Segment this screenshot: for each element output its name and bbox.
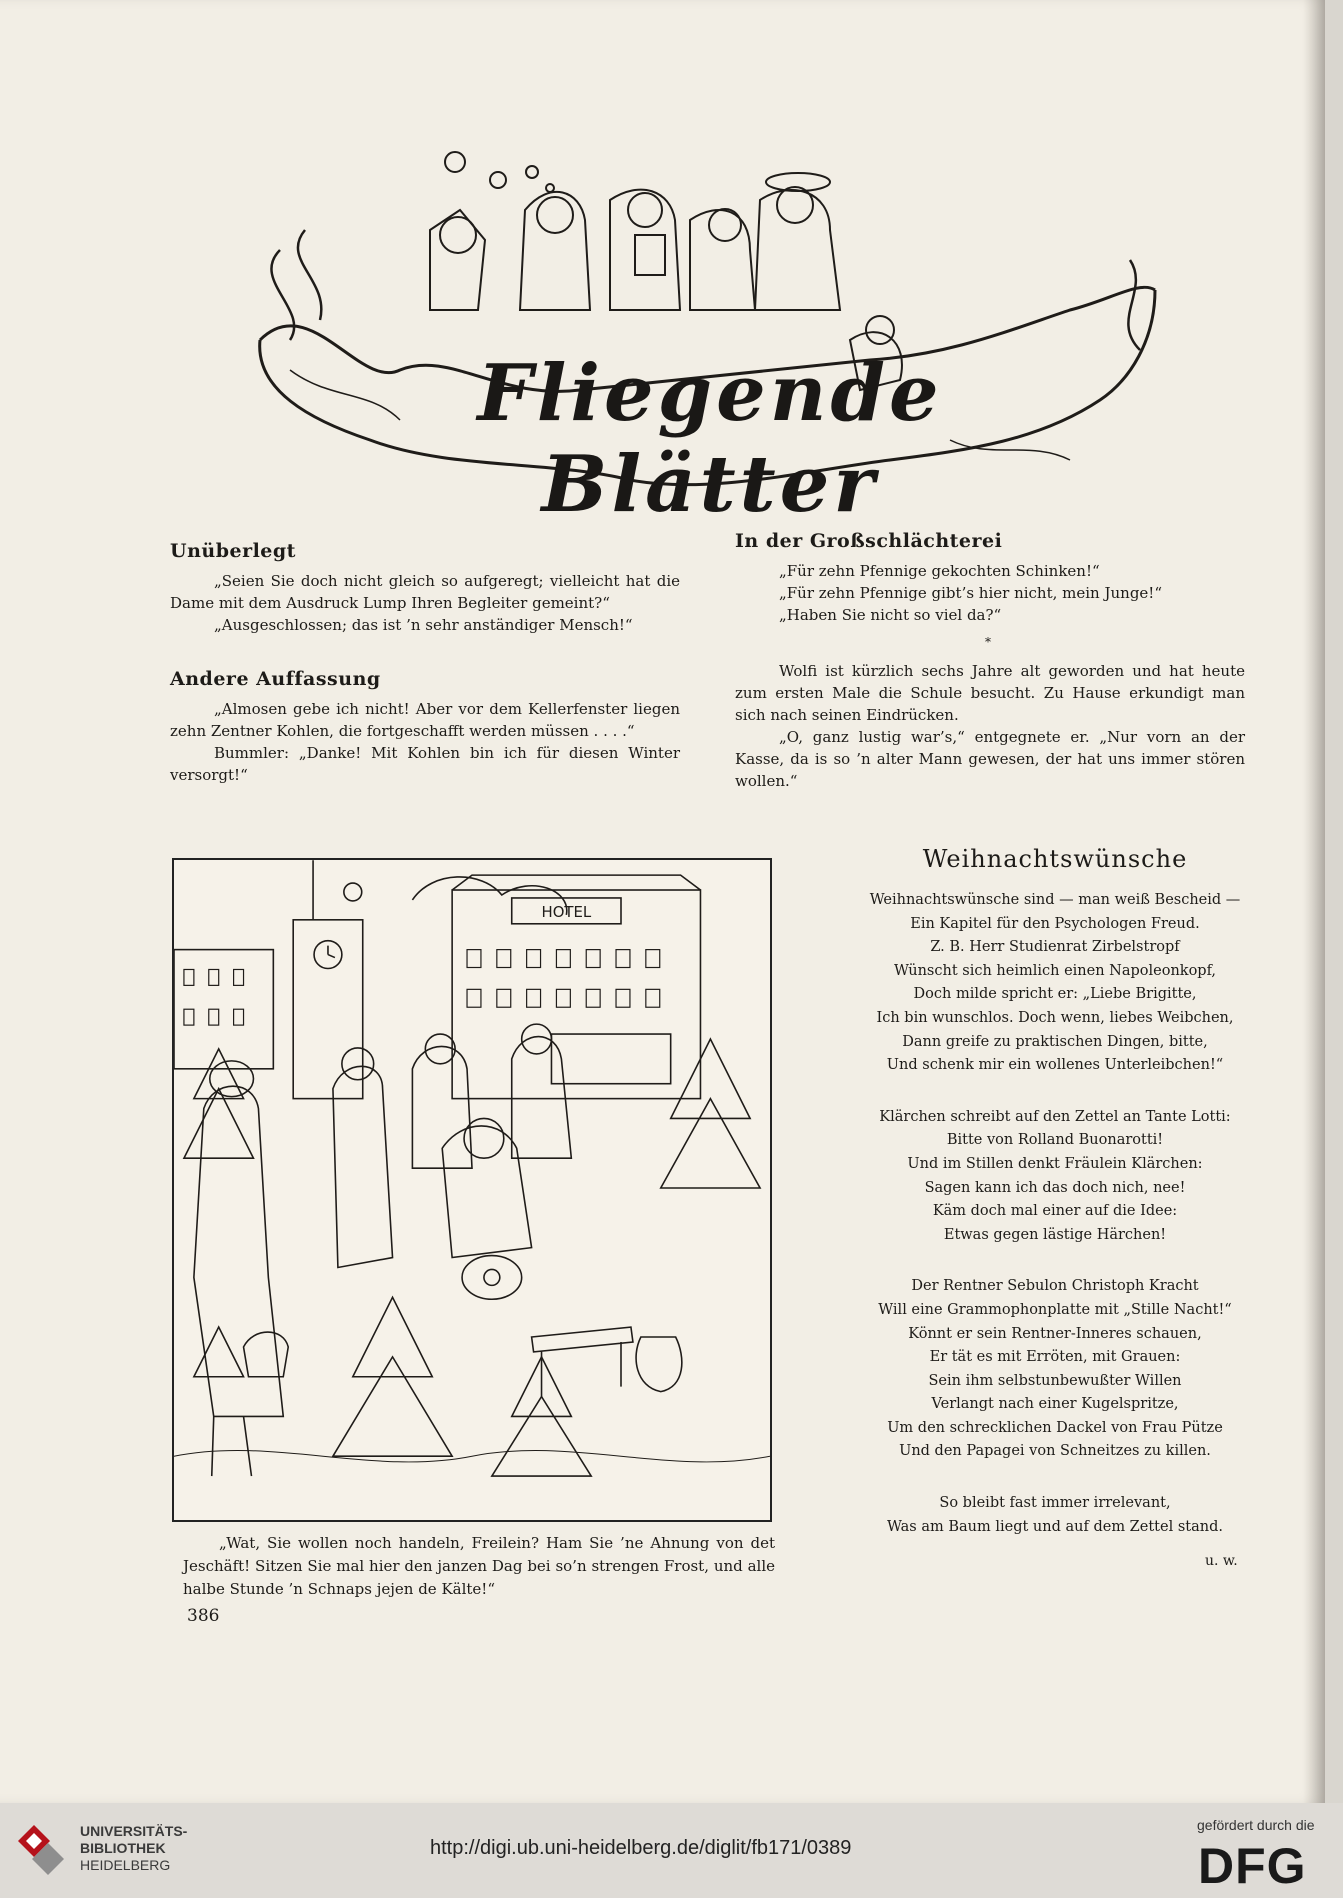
- poem-line: Doch milde spricht er: „Liebe Brigitte,: [913, 986, 1197, 1003]
- article-paragraph: „Für zehn Pfennige gekochten Schinken!“: [779, 562, 1100, 580]
- poem-line: Und schenk mir ein wollenes Unterleibchen!“: [886, 1057, 1224, 1074]
- poem-line: Verlangt nach einer Kugelspritze,: [931, 1396, 1179, 1413]
- separator-star: *: [985, 635, 991, 649]
- poem-line: Bitte von Rolland Buonarotti!: [946, 1132, 1164, 1149]
- funded-by-label: gefördert durch die: [1197, 1817, 1315, 1833]
- masthead-illustration: [250, 140, 1170, 530]
- library-name-line: HEIDELBERG: [80, 1857, 171, 1873]
- article-paragraph: „Seien Sie doch nicht gleich so aufgeregt; vielleicht hat die Dame mit dem Ausdruck Lump Ihren Begleiter gemeint?“: [170, 572, 680, 612]
- university-library-logo-icon[interactable]: [14, 1821, 72, 1879]
- poem-line: Käm doch mal einer auf die Idee:: [932, 1203, 1178, 1220]
- poem-line: Z. B. Herr Studienrat Zirbelstropf: [930, 939, 1180, 956]
- poem-line: Will eine Grammophonplatte mit „Stille Nacht!“: [878, 1301, 1232, 1318]
- poem-line: Ich bin wunschlos. Doch wenn, liebes Weibchen,: [876, 1009, 1234, 1026]
- article-grossschlaechterei: [735, 530, 1245, 626]
- article-wolfi: [735, 660, 1245, 792]
- poem-line: Sein ihm selbstunbewußter Willen: [928, 1372, 1182, 1389]
- article-paragraph: Wolfi ist kürzlich sechs Jahre alt geworden und hat heute zum ersten Male die Schule besucht. Zu Hause erkundigt man sich nach seinen Eindrücken.: [735, 662, 1245, 724]
- poem-stanza: [835, 1492, 1275, 1539]
- poem-stanza: [835, 1275, 1275, 1464]
- poem-line: Wünscht sich heimlich einen Napoleonkopf,: [893, 962, 1217, 979]
- article-paragraph: „Haben Sie nicht so viel da?“: [779, 606, 1002, 624]
- poem-line: Dann greife zu praktischen Dingen, bitte,: [902, 1033, 1208, 1050]
- poem-line: Könnt er sein Rentner-Inneres schauen,: [908, 1325, 1202, 1342]
- poem-line: Was am Baum liegt und auf dem Zettel stand.: [887, 1518, 1223, 1535]
- hotel-sign: HOTEL: [541, 902, 592, 921]
- poem-line: Ein Kapitel für den Psychologen Freud.: [910, 915, 1200, 932]
- illustration-drawing: [174, 860, 770, 1520]
- article-andere-auffassung: [170, 668, 680, 786]
- illustration-caption: „Wat, Sie wollen noch handeln, Freilein? Ham Sie ’ne Ahnung von det Jeschäft! Sitzen Sie mal hier den janzen Dag bei so’n strengen Frost, und alle halbe Stunde ’n Schnaps jejen de Kälte!“: [183, 1534, 775, 1598]
- poem-line: So bleibt fast immer irrelevant,: [939, 1495, 1171, 1512]
- article-paragraph: „Almosen gebe ich nicht! Aber vor dem Kellerfenster liegen zehn Zentner Kohlen, die fortgeschafft werden müssen . . . .“: [170, 700, 680, 740]
- library-name-line: UNIVERSITÄTS-: [80, 1823, 188, 1839]
- poem-line: Weihnachtswünsche sind — man weiß Bescheid —: [869, 892, 1241, 908]
- library-name-line: BIBLIOTHEK: [80, 1840, 166, 1856]
- poem-line: Klärchen schreibt auf den Zettel an Tante Lotti:: [879, 1108, 1231, 1125]
- poem-signature: u. w.: [1205, 1553, 1238, 1569]
- article-title: In der Großschlächterei: [735, 530, 1003, 552]
- poem-stanza: [835, 889, 1275, 1078]
- masthead-title: Fliegende Blätter: [477, 348, 943, 530]
- university-library-name[interactable]: [80, 1823, 187, 1874]
- poem-line: Um den schrecklichen Dackel von Frau Pütze: [887, 1419, 1223, 1436]
- page-number: 386: [187, 1606, 220, 1626]
- article-title: Andere Auffassung: [170, 668, 381, 690]
- article-unueberlegt: [170, 540, 680, 636]
- article-paragraph: „Ausgeschlossen; das ist ’n sehr anständiger Mensch!“: [214, 616, 633, 634]
- dfg-logo[interactable]: DFG: [1198, 1838, 1307, 1894]
- article-title: Unüberlegt: [170, 540, 296, 562]
- christmas-market-illustration: [172, 858, 772, 1522]
- article-paragraph: „Für zehn Pfennige gibt’s hier nicht, mein Junge!“: [779, 584, 1162, 602]
- permalink-url[interactable]: http://digi.ub.uni-heidelberg.de/diglit/fb171/0389: [430, 1837, 852, 1859]
- poem-line: Und im Stillen denkt Fräulein Klärchen:: [907, 1155, 1203, 1172]
- poem-stanza: [835, 1106, 1275, 1248]
- poem-title: Weihnachtswünsche: [922, 845, 1188, 873]
- poem-line: Und den Papagei von Schneitzes zu killen.: [899, 1443, 1211, 1460]
- viewer-footer: [0, 1803, 1343, 1898]
- poem-line: Etwas gegen lästige Härchen!: [943, 1226, 1167, 1243]
- poem-line: Der Rentner Sebulon Christoph Kracht: [911, 1278, 1199, 1295]
- poem-line: Er tät es mit Erröten, mit Grauen:: [929, 1349, 1181, 1366]
- article-paragraph: „O, ganz lustig war’s,“ entgegnete er. „Nur vorn an der Kasse, da is so ’n alter Mann gewesen, der hat uns immer stören wollen.“: [735, 728, 1245, 790]
- poem-line: Sagen kann ich das doch nich, nee!: [924, 1179, 1186, 1196]
- article-paragraph: Bummler: „Danke! Mit Kohlen bin ich für diesen Winter versorgt!“: [170, 744, 680, 784]
- poem-weihnachtswuensche: [835, 845, 1275, 1567]
